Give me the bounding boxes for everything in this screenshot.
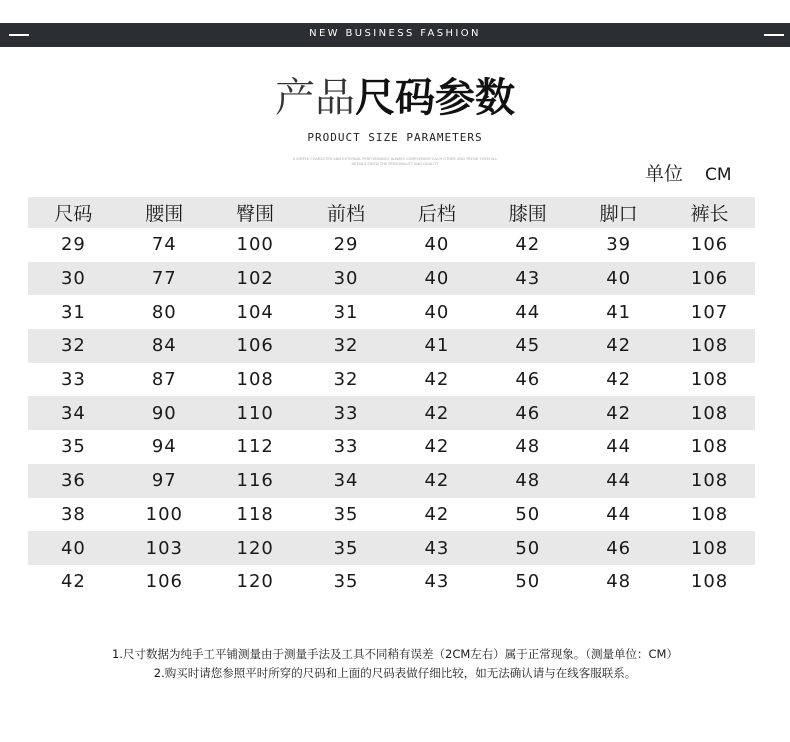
- table-cell: 108: [690, 335, 729, 357]
- table-cell: 116: [236, 470, 274, 492]
- table-cell: 34: [60, 402, 86, 424]
- table-row: [28, 464, 755, 498]
- table-cell: 102: [236, 268, 274, 290]
- table-cell: 43: [424, 537, 450, 559]
- table-cell: 106: [145, 571, 183, 593]
- table-row: [28, 363, 755, 397]
- table-cell: 104: [236, 301, 274, 323]
- table-cell: 31: [60, 301, 86, 323]
- table-cell: 106: [690, 268, 729, 290]
- table-cell: 43: [515, 268, 541, 290]
- size-table: [28, 197, 755, 599]
- table-cell: 90: [151, 402, 177, 424]
- table-cell: 112: [236, 436, 274, 458]
- unit-label: [645, 162, 732, 187]
- table-cell: 29: [333, 234, 359, 256]
- table-cell: 120: [236, 537, 274, 559]
- table-cell: 42: [424, 503, 450, 525]
- table-cell: 108: [690, 503, 729, 525]
- table-cell: 48: [606, 571, 632, 593]
- table-cell: 32: [60, 335, 86, 357]
- table-cell: 87: [151, 369, 177, 391]
- table-cell: 40: [606, 268, 632, 290]
- header-cell: 膝围: [508, 203, 547, 225]
- table-cell: 50: [515, 571, 541, 593]
- table-cell: 33: [60, 369, 86, 391]
- micro-text-line-2: DETAILS SHOW THE PERSONALITY AND QUALITY: [351, 162, 439, 166]
- table-cell: 97: [151, 470, 177, 492]
- banner-dash-right: [764, 34, 784, 36]
- table-cell: 110: [236, 402, 274, 424]
- table-cell: 84: [151, 335, 177, 357]
- table-cell: 30: [60, 268, 86, 290]
- table-row: [28, 498, 755, 532]
- table-cell: 40: [424, 234, 450, 256]
- table-cell: 35: [60, 436, 86, 458]
- table-cell: 33: [333, 436, 359, 458]
- table-header-row: [28, 197, 755, 228]
- header-cell: 尺码: [54, 203, 93, 225]
- table-cell: 40: [424, 268, 450, 290]
- table-cell: 42: [424, 369, 450, 391]
- table-cell: 30: [333, 268, 359, 290]
- table-cell: 108: [690, 436, 729, 458]
- table-cell: 40: [424, 301, 450, 323]
- header-cell: 后档: [417, 203, 456, 225]
- micro-text-line-1: A SIMPLE CHARACTER AND EXTERNAL PERFORMANCE ALWAYS COMPLEMENT EACH OTHER AND TREND THEM ALL: [292, 157, 498, 161]
- table-cell: 46: [606, 537, 632, 559]
- table-cell: 33: [333, 402, 359, 424]
- table-row: [28, 228, 755, 262]
- table-cell: 31: [333, 301, 359, 323]
- table-cell: 100: [236, 234, 274, 256]
- table-cell: 108: [690, 470, 729, 492]
- title-light: 产品: [275, 75, 355, 121]
- table-cell: 42: [424, 470, 450, 492]
- table-row: [28, 329, 755, 363]
- table-row: [28, 262, 755, 296]
- note-2: 2.购买时请您参照平时所穿的尺码和上面的尺码表做仔细比较，如无法确认请与在线客服联系。: [153, 666, 637, 680]
- table-cell: 35: [333, 503, 359, 525]
- page-subtitle: PRODUCT SIZE PARAMETERS: [307, 131, 483, 144]
- table-cell: 77: [151, 268, 177, 290]
- table-cell: 40: [60, 537, 86, 559]
- table-cell: 35: [333, 537, 359, 559]
- page-title: [0, 74, 790, 122]
- top-banner: [0, 23, 790, 47]
- table-cell: 80: [151, 301, 177, 323]
- table-cell: 106: [236, 335, 274, 357]
- table-cell: 42: [606, 402, 632, 424]
- table-cell: 45: [515, 335, 541, 357]
- table-cell: 44: [515, 301, 541, 323]
- table-row: [28, 531, 755, 565]
- table-cell: 32: [333, 335, 359, 357]
- banner-label: NEW BUSINESS FASHION: [309, 28, 481, 39]
- table-cell: 42: [606, 335, 632, 357]
- table-cell: 42: [606, 369, 632, 391]
- table-cell: 94: [151, 436, 177, 458]
- table-cell: 46: [515, 369, 541, 391]
- table-cell: 29: [60, 234, 86, 256]
- note-1: 1.尺寸数据为纯手工平铺测量由于测量手法及工具不同稍有误差（2CM左右）属于正常现象。（测量单位：CM）: [112, 647, 678, 661]
- table-cell: 100: [145, 503, 183, 525]
- table-cell: 74: [151, 234, 177, 256]
- title-bold: 尺码参数: [355, 75, 515, 121]
- table-cell: 42: [424, 436, 450, 458]
- table-row: [28, 396, 755, 430]
- table-cell: 34: [333, 470, 359, 492]
- table-cell: 108: [690, 402, 729, 424]
- header-cell: 臀围: [236, 203, 275, 225]
- table-cell: 107: [690, 301, 729, 323]
- table-cell: 36: [60, 470, 86, 492]
- table-cell: 50: [515, 537, 541, 559]
- unit-value: CM: [705, 165, 732, 185]
- table-row: [28, 430, 755, 464]
- table-body: [28, 228, 755, 599]
- table-cell: 39: [606, 234, 632, 256]
- table-cell: 48: [515, 436, 541, 458]
- unit-label-text: 单位: [645, 163, 684, 185]
- table-cell: 41: [424, 335, 450, 357]
- table-cell: 50: [515, 503, 541, 525]
- table-cell: 46: [515, 402, 541, 424]
- header-cell: 腰围: [145, 203, 184, 225]
- table-cell: 42: [60, 571, 86, 593]
- table-cell: 118: [236, 503, 274, 525]
- table-cell: 120: [236, 571, 274, 593]
- table-cell: 108: [236, 369, 274, 391]
- header-cell: 前档: [327, 203, 366, 225]
- table-cell: 106: [690, 234, 729, 256]
- table-cell: 41: [606, 301, 632, 323]
- table-cell: 44: [606, 470, 632, 492]
- table-cell: 38: [60, 503, 86, 525]
- table-cell: 103: [145, 537, 183, 559]
- table-row: [28, 565, 755, 599]
- table-cell: 108: [690, 571, 729, 593]
- notes: [0, 645, 790, 683]
- table-cell: 32: [333, 369, 359, 391]
- table-cell: 42: [424, 402, 450, 424]
- header-cell: 脚口: [599, 203, 638, 225]
- table-cell: 44: [606, 503, 632, 525]
- table-cell: 35: [333, 571, 359, 593]
- table-cell: 44: [606, 436, 632, 458]
- table-cell: 43: [424, 571, 450, 593]
- table-cell: 108: [690, 369, 729, 391]
- table-cell: 48: [515, 470, 541, 492]
- table-cell: 108: [690, 537, 729, 559]
- table-row: [28, 295, 755, 329]
- header-cell: 裤长: [690, 203, 729, 225]
- table-cell: 42: [515, 234, 541, 256]
